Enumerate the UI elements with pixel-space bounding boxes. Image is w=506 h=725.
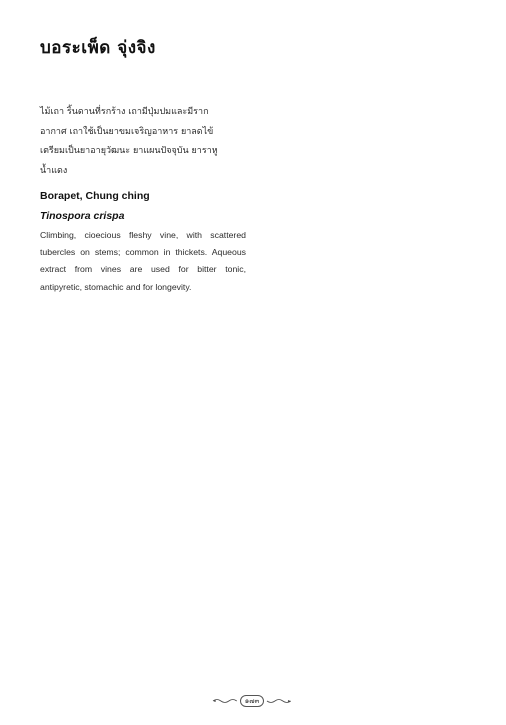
description-line: tubercles on stems; common in thickets. Aqueous	[40, 247, 246, 258]
scientific-name: Tinospora crispa	[40, 210, 125, 222]
description-line: Climbing, cioecious fleshy vine, with scattered	[40, 230, 246, 240]
ornament-right-icon	[266, 698, 292, 704]
description-line: antipyretic, stomachic and for longevity.	[40, 281, 192, 292]
common-name: Borapet, Chung ching	[40, 190, 150, 202]
description-line: extract from vines are used for bitter tonic,	[40, 264, 246, 275]
thai-line: อากาศ เถาใช้เป็นยาขมเจริญอาหาร ยาลดไข้	[40, 126, 214, 137]
thai-description	[40, 103, 246, 181]
page-footer	[212, 693, 292, 709]
thai-line: เตรียมเป็นยาอายุวัฒนะ ยาแผนปัจจุบัน ยาราหู	[40, 146, 218, 156]
thai-line: ไม้เถา ริ้นดานที่รกร้าง เถามีปุ่มปมและมีราก	[40, 107, 209, 117]
thai-title: บอระเพ็ด จุ่งจิง	[40, 38, 156, 58]
english-description	[40, 227, 246, 296]
ornament-left-icon	[212, 698, 238, 704]
page-number: ๑๗๓	[240, 695, 265, 707]
thai-line: น้ำแดง	[40, 165, 68, 176]
